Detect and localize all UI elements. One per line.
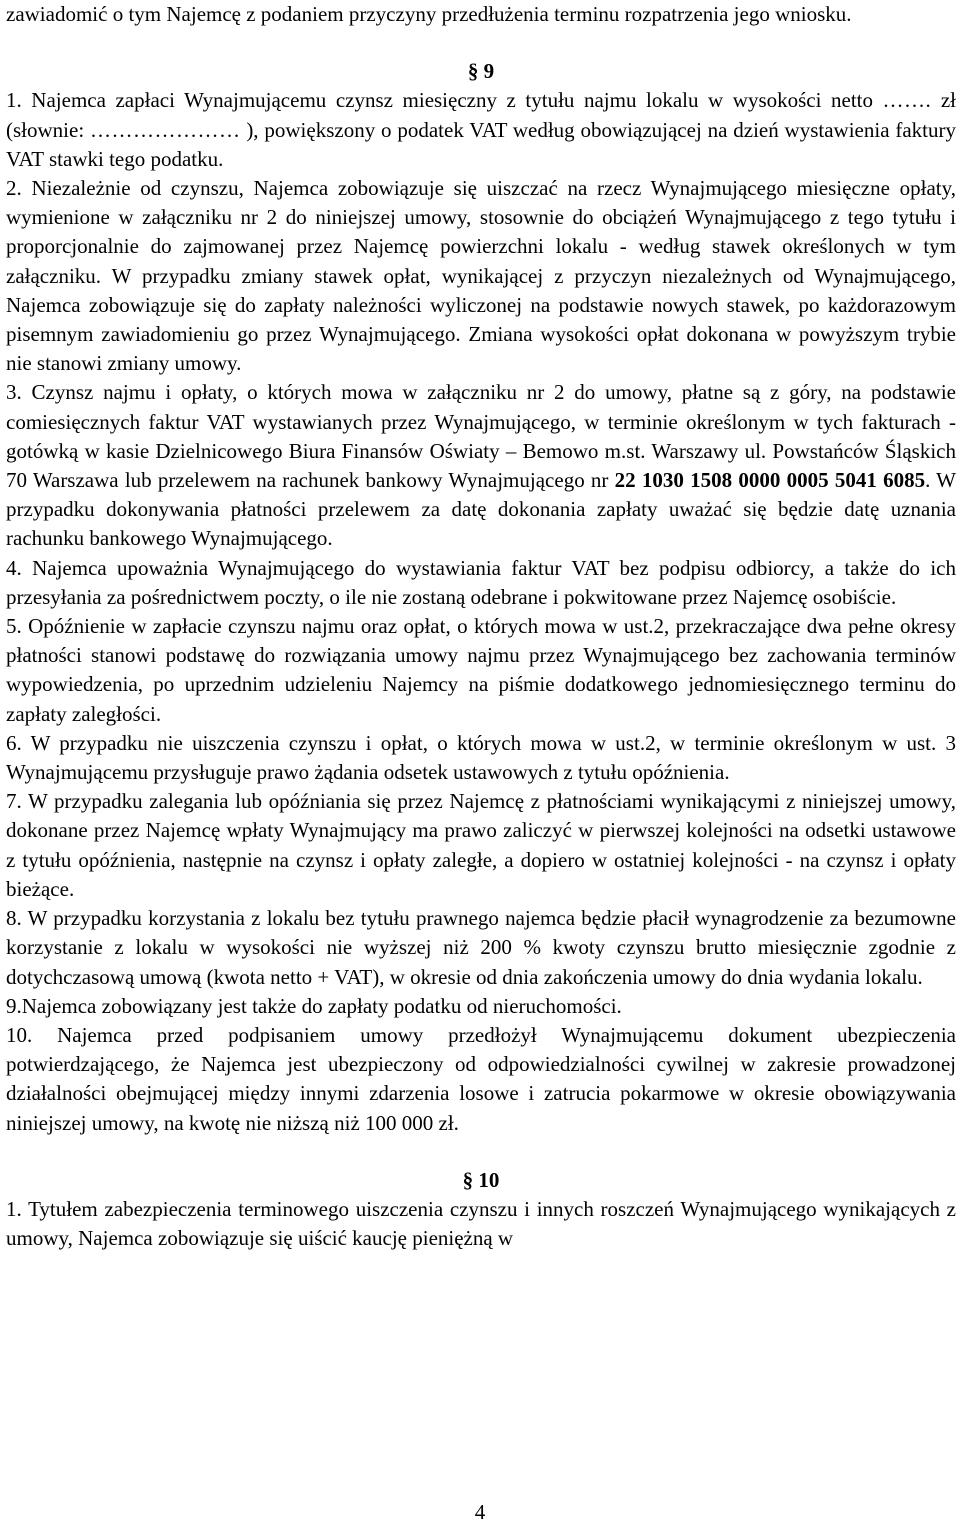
paragraph-9-7: 7. W przypadku zalegania lub opóźniania się przez Najemcę z płatnościami wynikającymi z niniejszej umowy, dokonane przez Najemcę wpłaty Wynajmujący ma prawo zaliczyć w pierwszej kolejności na odsetki ustawowe z tytułu opóźnienia, następnie na czynsz i opłaty zaległe, a dopiero w ostatniej kolejności - na czynsz i opłaty bieżące.: [6, 789, 956, 901]
paragraph-9-10: 10. Najemca przed podpisaniem umowy przedłożył Wynajmującemu dokument ubezpieczenia potwierdzającego, że Najemca jest ubezpieczony od odpowiedzialności cywilnej w zakresie prowadzonej działalności obejmującej między innymi zdarzenia losowe i zatrucia pokarmowe w okresie obowiązywania niniejszej umowy, na kwotę nie niższą niż 100 000 zł.: [6, 1022, 956, 1135]
paragraph-9-9: 9.Najemca zobowiązany jest także do zapłaty podatku od nieruchomości.: [6, 993, 622, 1018]
paragraph-9-6: 6. W przypadku nie uiszczenia czynszu i opłat, o których mowa w ust.2, w terminie określonym w ust. 3 Wynajmującemu przysługuje prawo żądania odsetek ustawowych z tytułu opóźnienia.: [6, 730, 956, 785]
bank-account-number: 22 1030 1508 0000 0005 5041 6085: [614, 468, 926, 493]
paragraph-9-1: [6, 86, 956, 174]
paragraph-9-5: 5. Opóźnienie w zapłacie czynszu najmu oraz opłat, o których mowa w ust.2, przekraczające dwa pełne okresy płatności stanowi podstawę do rozwiązania umowy najmu przez Wynajmującego bez zachowania terminów wypowiedzenia, po uprzednim udzieleniu Najemcy na piśmie dodatkowego jednomiesięcznego terminu do zapłaty zaległości.: [6, 614, 956, 726]
paragraph-9-4: 4. Najemca upoważnia Wynajmującego do wystawiania faktur VAT bez podpisu odbiorcy, a także do ich przesyłania za pośrednictwem poczty, o ile nie zostaną odebrane i pokwitowane przez Najemcę osobiście.: [6, 555, 956, 609]
paragraph-9-8: 8. W przypadku korzystania z lokalu bez tytułu prawnego najemca będzie płacił wynagrodzenie za bezumowne korzystanie z lokalu w wysokości nie wyższej niż 200 % kwoty czynszu brutto miesięcznie zgodnie z dotychczasową umową (kwota netto + VAT), w okresie od dnia zakończenia umowy do dnia wydania lokalu.: [6, 906, 956, 989]
page-number: 4: [474, 1500, 486, 1524]
section-heading-10: § 10: [462, 1167, 500, 1192]
paragraph-10-1: 1. Tytułem zabezpieczenia terminowego uiszczenia czynszu i innych roszczeń Wynajmującego wynikających z umowy, Najemca zobowiązuje się uiścić kaucję pieniężną w: [6, 1196, 956, 1251]
paragraph-9-2: 2. Niezależnie od czynszu, Najemca zobowiązuje się uiszczać na rzecz Wynajmującego miesięczne opłaty, wymienione w załączniku nr 2 do niniejszej umowy, stosownie do obciążeń Wynajmującego z tego tytułu i proporcjonalnie do zajmowanej przez Najemcę powierzchni lokalu - według stawek określonych w tym załączniku. W przypadku zmiany stawek opłat, wynikającej z przyczyn niezależnych od Wynajmującego, Najemca zobowiązuje się do zapłaty należności wyliczonej na podstawie nowych stawek, po każdorazowym pisemnym zawiadomieniu go przez Wynajmującego. Zmiana wysokości opłat dokonana w powyższym trybie nie stanowi zmiany umowy.: [6, 176, 956, 376]
paragraph-9-1-start: 1. Najemca zapłaci Wynajmującemu czynsz miesięczny z tytułu najmu lokalu w wysokości netto: [6, 88, 883, 113]
paragraph-9-3: [6, 378, 956, 553]
paragraph-9-3-end: . W przypadku dokonywania płatności przelewem za datę dokonania zapłaty uważać się będzie datę uznania rachunku bankowego Wynajmującego.: [6, 468, 956, 551]
amount-blank: …….: [882, 88, 932, 113]
section-heading-9: § 9: [467, 59, 495, 84]
document-page: [6, 0, 956, 1253]
paragraph-9-1-mid: zł (słownie:: [6, 88, 957, 142]
paragraph-9-1-end: ), powiększony o podatek VAT według obowiązującej na dzień wystawienia faktury VAT stawki tego podatku.: [6, 117, 956, 171]
amount-words-blank: …………………: [89, 117, 241, 142]
paragraph-9-3-start: 3. Czynsz najmu i opłaty, o których mowa w załączniku nr 2 do umowy, płatne są z góry, na podstawie comiesięcznych faktur VAT wystawianych przez Wynajmującego, w terminie określonym w tych fakturach - gotówką w kasie Dzielnicowego Biura Finansów Oświaty – Bemowo m.st. Warszawy ul. Powstańców Śląskich 70 Warszawa lub przelewem na rachunek bankowy Wynajmującego nr: [6, 380, 956, 493]
intro-paragraph: zawiadomić o tym Najemcę z podaniem przyczyny przedłużenia terminu rozpatrzenia jego wniosku.: [6, 2, 852, 26]
